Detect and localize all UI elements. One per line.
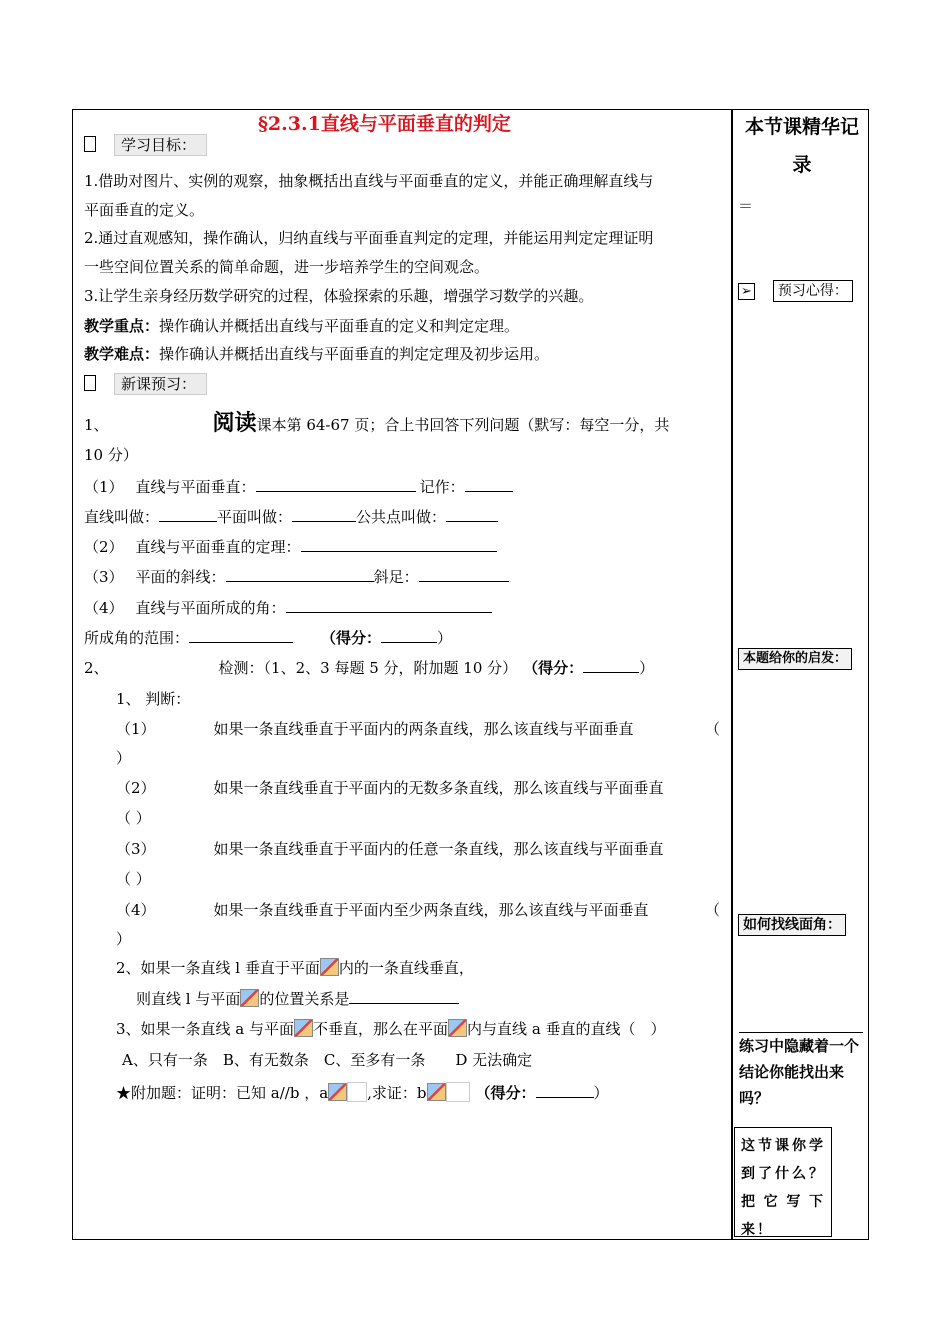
- test-q3-options: A、只有一条 B、有无数条 C、至多有一条 D 无法确定: [122, 1051, 533, 1069]
- objective-line: 1.借助对图片、实例的观察，抽象概括出直线与平面垂直的定义，并能正确理解直线与: [84, 172, 654, 190]
- q-text: 内的一条直线垂直，: [338, 959, 474, 977]
- q-text: ,求证：b: [367, 1084, 427, 1102]
- preview-heading: [84, 373, 207, 395]
- judge-item: [116, 778, 664, 798]
- answer-blank[interactable]: [189, 628, 293, 643]
- q-text: 直线叫做：: [84, 508, 160, 526]
- judge-close: ）: [116, 930, 132, 948]
- answer-blank[interactable]: [159, 507, 217, 522]
- question-4: [84, 598, 492, 618]
- inspiration-label: 本题给你的启发：: [738, 648, 852, 670]
- key-point-label: 教学重点：: [84, 317, 160, 335]
- answer-blank[interactable]: [286, 598, 492, 613]
- plane-image-icon: [320, 958, 339, 976]
- objective-line: 3.让学生亲身经历数学研究的过程，体验探索的乐趣，增强学习数学的兴趣。: [84, 287, 594, 305]
- page-title: §2.3.1直线与平面垂直的判定: [258, 113, 511, 135]
- plane-image-icon: [240, 989, 259, 1007]
- preview-note: [738, 280, 853, 302]
- judge-close: ）: [116, 749, 132, 767]
- judge-item: [116, 839, 664, 859]
- plane-image-icon: [448, 1019, 467, 1037]
- judge-number: （1）: [116, 720, 156, 738]
- checkbox-icon: [84, 136, 96, 152]
- answer-blank[interactable]: [446, 507, 498, 522]
- q-text: 不垂直，那么在平面: [313, 1020, 449, 1038]
- q-text: 所成角的范围：: [84, 629, 190, 647]
- preview-label: 新课预习：: [114, 373, 207, 395]
- q-text: 平面的斜线：: [135, 568, 226, 586]
- answer-blank[interactable]: [292, 507, 356, 522]
- q-number: （4）: [84, 599, 124, 617]
- arrow-icon: ➢: [738, 283, 755, 300]
- formula-image-icon: [328, 1083, 347, 1101]
- question-3: [84, 567, 509, 587]
- judge-item: [116, 719, 720, 739]
- reading-number: 1、: [84, 416, 109, 434]
- test-number: 2、: [84, 659, 109, 677]
- judge-item: [116, 900, 720, 920]
- test-q2-line2: [136, 989, 459, 1009]
- score-end: ）: [639, 659, 655, 677]
- judge-answer[interactable]: （: [704, 901, 720, 919]
- judge-number: （4）: [116, 901, 156, 919]
- q-text: 直线与平面所成的角：: [135, 599, 286, 617]
- score-end: ）: [437, 629, 453, 647]
- answer-blank[interactable]: [256, 477, 416, 492]
- q-text: 3、如果一条直线 a 与平面: [116, 1020, 295, 1038]
- difficulty: [84, 344, 549, 364]
- q-text: 公共点叫做：: [356, 508, 447, 526]
- objective-line: 2.通过直观感知，操作确认，归纳直线与平面垂直判定的定理，并能运用判定定理证明: [84, 229, 654, 247]
- checkbox-icon: [84, 375, 96, 391]
- key-point-text: 操作确认并概括出直线与平面垂直的定义和判定定理。: [159, 317, 520, 335]
- judge-answer[interactable]: （ ）: [116, 809, 151, 827]
- angle-range: [84, 628, 452, 648]
- q-text: 平面叫做：: [217, 508, 293, 526]
- dihedral-note: [738, 914, 846, 936]
- judge-label: 1、 判断：: [116, 690, 191, 708]
- judge-answer[interactable]: （ ）: [116, 870, 151, 888]
- question-1b: [84, 507, 498, 527]
- objectives-label: 学习目标：: [114, 134, 207, 156]
- reading-keyword: 阅读: [212, 411, 257, 436]
- q-text: 的位置关系是: [259, 990, 350, 1008]
- formula-image-icon: [427, 1083, 446, 1101]
- judge-text: 如果一条直线垂直于平面内的任意一条直线，那么该直线与平面垂直: [213, 840, 664, 858]
- judge-text: 如果一条直线垂直于平面内的两条直线，那么该直线与平面垂直: [213, 720, 634, 738]
- question-2: [84, 537, 497, 557]
- summary-box: 这节课你学到了什么？把它写下来！: [734, 1127, 832, 1237]
- judge-number: （2）: [116, 779, 156, 797]
- key-point: [84, 316, 519, 336]
- reading-line: [84, 412, 669, 437]
- score-end: ）: [593, 1084, 609, 1102]
- formula-box: [446, 1082, 470, 1102]
- judge-text: 如果一条直线垂直于平面内的无数多条直线，那么该直线与平面垂直: [213, 779, 664, 797]
- score-blank[interactable]: [381, 628, 437, 643]
- judge-number: （3）: [116, 840, 156, 858]
- formula-box: [347, 1082, 367, 1102]
- bonus-question: [116, 1082, 609, 1103]
- objectives-heading: [84, 134, 207, 156]
- preview-note-label: 预习心得：: [773, 280, 853, 302]
- reading-text: 课本第 64-67 页；合上书回答下列问题（默写：每空一分，共: [256, 416, 670, 434]
- sidebar-title: 本节课精华记录: [744, 116, 859, 176]
- objective-line: 一些空间位置关系的简单命题，进一步培养学生的空间观念。: [84, 258, 490, 276]
- q-note: 斜足：: [373, 568, 419, 586]
- plane-image-icon: [294, 1019, 313, 1037]
- score-blank[interactable]: [583, 658, 639, 673]
- objective-line: 平面垂直的定义。: [84, 201, 205, 219]
- difficulty-label: 教学难点：: [84, 345, 160, 363]
- q-text: ★附加题：证明：已知 a//b ，a: [116, 1084, 329, 1102]
- sidebar-eq: ＝: [738, 197, 754, 215]
- test-q3: [116, 1019, 666, 1039]
- inspiration-note: [738, 647, 852, 670]
- judge-answer[interactable]: （: [704, 720, 720, 738]
- q-text: 则直线 l 与平面: [136, 990, 241, 1008]
- answer-blank[interactable]: [301, 537, 497, 552]
- answer-blank[interactable]: [419, 567, 509, 582]
- q-text: 直线与平面垂直的定理：: [135, 538, 301, 556]
- judge-text: 如果一条直线垂直于平面内至少两条直线，那么该直线与平面垂直: [213, 901, 649, 919]
- q-text: 2、如果一条直线 l 垂直于平面: [116, 959, 320, 977]
- score-label: （得分：: [523, 659, 584, 677]
- difficulty-text: 操作确认并概括出直线与平面垂直的判定定理及初步运用。: [159, 345, 550, 363]
- test-q2: [116, 958, 474, 978]
- q-text: 直线与平面垂直：: [135, 478, 256, 496]
- score-label: （得分：: [321, 629, 382, 647]
- column-divider: [731, 109, 733, 1240]
- answer-blank[interactable]: [349, 989, 459, 1004]
- score-blank[interactable]: [536, 1083, 594, 1098]
- reading-line-2: 10 分）: [84, 446, 138, 464]
- dihedral-label: 如何找线面角：: [738, 914, 846, 936]
- answer-blank[interactable]: [465, 477, 513, 492]
- hidden-conclusion: 练习中隐藏着一个结论你能找出来吗？: [739, 1032, 863, 1111]
- answer-blank[interactable]: [226, 567, 374, 582]
- q-number: （2）: [84, 538, 124, 556]
- q-number: （1）: [84, 478, 124, 496]
- score-label: （得分：: [475, 1084, 536, 1102]
- q-number: （3）: [84, 568, 124, 586]
- q-note: 记作：: [419, 478, 465, 496]
- question-1: [84, 477, 513, 497]
- test-text: 检测：（1、2、3 每题 5 分，附加题 10 分）: [218, 659, 518, 677]
- test-line: [84, 658, 654, 678]
- q-text: 内与直线 a 垂直的直线（ ）: [467, 1020, 666, 1038]
